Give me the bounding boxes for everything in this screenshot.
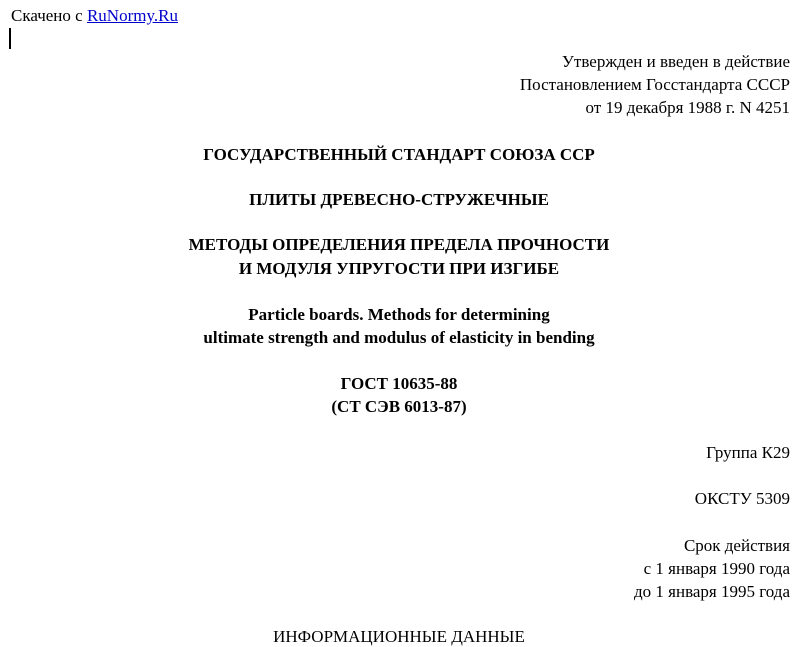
info-heading: ИНФОРМАЦИОННЫЕ ДАННЫЕ: [273, 627, 525, 646]
english-title-line-2: ultimate strength and modulus of elasticity in bending: [203, 328, 595, 347]
methods-title-line-2: И МОДУЛЯ УПРУГОСТИ ПРИ ИЗГИБЕ: [238, 259, 560, 278]
downloaded-from-line: [11, 6, 178, 26]
st-sev-number: (СТ СЭВ 6013-87): [331, 397, 467, 416]
okstu-code: ОКСТУ 5309: [694, 489, 790, 508]
approval-line-2: Постановлением Госстандарта СССР: [519, 75, 790, 94]
standard-title: ГОСУДАРСТВЕННЫЙ СТАНДАРТ СОЮЗА ССР: [203, 145, 595, 164]
validity-label: Срок действия: [683, 536, 790, 555]
validity-from: с 1 января 1990 года: [643, 559, 790, 578]
text-caret: [9, 28, 11, 49]
group-code: Группа К29: [706, 443, 790, 462]
english-title-line-1: Particle boards. Methods for determining: [248, 305, 550, 324]
runormy-link[interactable]: RuNormy.Ru: [86, 6, 178, 25]
approval-line-3: от 19 декабря 1988 г. N 4251: [585, 98, 790, 117]
subject-title: ПЛИТЫ ДРЕВЕСНО-СТРУЖЕЧНЫЕ: [249, 190, 549, 209]
methods-title-line-1: МЕТОДЫ ОПРЕДЕЛЕНИЯ ПРЕДЕЛА ПРОЧНОСТИ: [188, 235, 610, 254]
downloaded-prefix: Скачено с: [11, 6, 87, 25]
approval-line-1: Утвержден и введен в действие: [561, 52, 790, 71]
gost-number: ГОСТ 10635-88: [340, 374, 458, 393]
validity-to: до 1 января 1995 года: [634, 582, 790, 601]
